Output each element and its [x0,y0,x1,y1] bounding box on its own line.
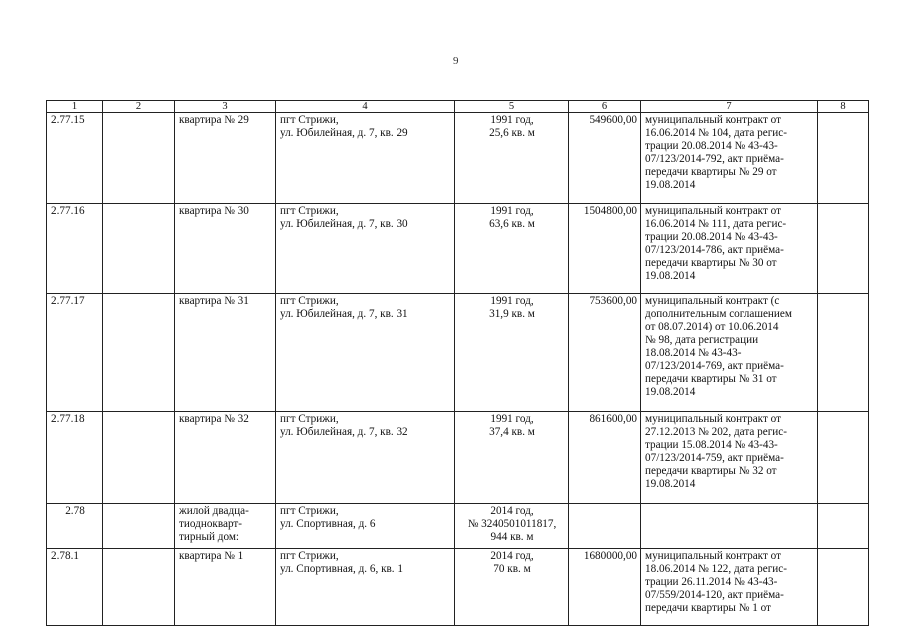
cost-cell: 549600,00 [569,113,641,204]
address-line: ул. Юбилейная, д. 7, кв. 31 [280,308,408,320]
address-line: пгт Стрижи, [280,205,339,217]
col2-cell [103,504,175,549]
document-cell [641,412,818,504]
info-cell [455,549,569,626]
info-line: 944 кв. м [490,531,534,543]
col2-cell [103,204,175,294]
object-name-line: жилой двадца- [179,505,249,517]
document-line: 27.12.2013 № 202, дата регис- [645,426,787,438]
document-line: муниципальный контракт от [645,205,781,217]
document-line: 07/123/2014-792, акт приёма- [645,153,784,165]
object-name-line: тирный дом: [179,531,240,543]
col8-cell [818,412,869,504]
col8-cell [818,549,869,626]
cost-cell [569,504,641,549]
object-name-cell [175,113,276,204]
document-cell [641,113,818,204]
col8-cell [818,113,869,204]
col8-cell [818,504,869,549]
document-line: муниципальный контракт от [645,413,781,425]
document-line: 19.08.2014 [645,270,696,282]
object-name-line: квартира № 29 [179,114,249,126]
info-line: 37,4 кв. м [489,426,535,438]
object-name-line: квартира № 31 [179,295,249,307]
info-line: 2014 год, [490,550,534,562]
row-number: 2.77.18 [47,412,103,504]
address-line: пгт Стрижи, [280,114,339,126]
object-name-line: квартира № 30 [179,205,249,217]
registry-table [46,100,869,626]
document-line: муниципальный контракт от [645,550,781,562]
document-cell [641,504,818,549]
document-line: № 98, дата регистрации [645,334,759,346]
address-line: ул. Спортивная, д. 6, кв. 1 [280,563,403,575]
header-col-3: 3 [175,101,276,113]
info-line: 70 кв. м [493,563,531,575]
object-name-cell [175,204,276,294]
address-cell [276,204,455,294]
col2-cell [103,412,175,504]
document-line: передачи квартиры № 30 от [645,257,777,269]
info-line: 1991 год, [490,205,534,217]
document-line: 16.06.2014 № 111, дата регис- [645,218,787,230]
header-col-4: 4 [276,101,455,113]
info-line: № 3240501011817, [467,518,557,530]
info-cell [455,412,569,504]
object-name-line: квартира № 32 [179,413,249,425]
col8-cell [818,204,869,294]
document-line: трации 20.08.2014 № 43-43- [645,231,778,243]
address-line: ул. Спортивная, д. 6 [280,518,376,530]
document-line: 18.08.2014 № 43-43- [645,347,742,359]
address-cell [276,412,455,504]
header-col-5: 5 [455,101,569,113]
row-number: 2.77.16 [47,204,103,294]
header-col-6: 6 [569,101,641,113]
col8-cell [818,294,869,412]
info-cell [455,294,569,412]
document-line: трации 15.08.2014 № 43-43- [645,439,778,451]
col2-cell [103,113,175,204]
object-name-cell [175,412,276,504]
address-line: пгт Стрижи, [280,295,339,307]
cost-cell: 753600,00 [569,294,641,412]
address-line: пгт Стрижи, [280,550,339,562]
page-number: 9 [453,55,459,67]
table-row [47,204,869,294]
header-col-1: 1 [47,101,103,113]
table-row [47,504,869,549]
cost-cell: 1680000,00 [569,549,641,626]
address-line: пгт Стрижи, [280,505,339,517]
document-line: 16.06.2014 № 104, дата регис- [645,127,787,139]
document-line: 07/559/2014-120, акт приёма- [645,589,784,601]
info-cell [455,204,569,294]
address-cell [276,113,455,204]
info-line: 1991 год, [490,413,534,425]
document-line: дополнительным соглашением [645,308,792,320]
address-line: ул. Юбилейная, д. 7, кв. 30 [280,218,408,230]
address-line: пгт Стрижи, [280,413,339,425]
row-number: 2.77.15 [47,113,103,204]
header-row [47,101,869,113]
document-line: 07/123/2014-769, акт приёма- [645,360,784,372]
table-row [47,294,869,412]
document-line: муниципальный контракт от [645,114,781,126]
info-cell [455,113,569,204]
header-col-2: 2 [103,101,175,113]
header-col-7: 7 [641,101,818,113]
document-line: передачи квартиры № 31 от [645,373,777,385]
object-name-cell [175,549,276,626]
col2-cell [103,294,175,412]
document-line: 07/123/2014-786, акт приёма- [645,244,784,256]
document-line: трации 20.08.2014 № 43-43- [645,140,778,152]
object-name-line: квартира № 1 [179,550,244,562]
address-line: ул. Юбилейная, д. 7, кв. 32 [280,426,408,438]
info-cell [455,504,569,549]
cost-cell: 1504800,00 [569,204,641,294]
object-name-cell [175,504,276,549]
address-line: ул. Юбилейная, д. 7, кв. 29 [280,127,408,139]
document-line: передачи квартиры № 32 от [645,465,777,477]
cost-cell: 861600,00 [569,412,641,504]
table-row [47,412,869,504]
document-line: муниципальный контракт (с [645,295,780,307]
document-cell [641,549,818,626]
object-name-cell [175,294,276,412]
document-line: 07/123/2014-759, акт приёма- [645,452,784,464]
info-line: 63,6 кв. м [489,218,535,230]
document-line: передачи квартиры № 1 от [645,602,771,614]
document-line: 19.08.2014 [645,386,696,398]
info-line: 1991 год, [490,114,534,126]
address-cell [276,504,455,549]
address-cell [276,549,455,626]
document-cell [641,294,818,412]
row-number: 2.78.1 [47,549,103,626]
table-row [47,549,869,626]
document-line: 18.06.2014 № 122, дата регис- [645,563,787,575]
row-number: 2.78 [47,504,103,549]
info-line: 25,6 кв. м [489,127,535,139]
info-line: 2014 год, [490,505,534,517]
address-cell [276,294,455,412]
header-col-8: 8 [818,101,869,113]
info-line: 31,9 кв. м [489,308,535,320]
table-row [47,113,869,204]
document-line: трации 26.11.2014 № 43-43- [645,576,778,588]
info-line: 1991 год, [490,295,534,307]
document-line: 19.08.2014 [645,179,696,191]
object-name-line: тиоднокварт- [179,518,243,530]
document-line: передачи квартиры № 29 от [645,166,777,178]
row-number: 2.77.17 [47,294,103,412]
document-line: от 08.07.2014) от 10.06.2014 [645,321,779,333]
col2-cell [103,549,175,626]
document-cell [641,204,818,294]
document-line: 19.08.2014 [645,478,696,490]
